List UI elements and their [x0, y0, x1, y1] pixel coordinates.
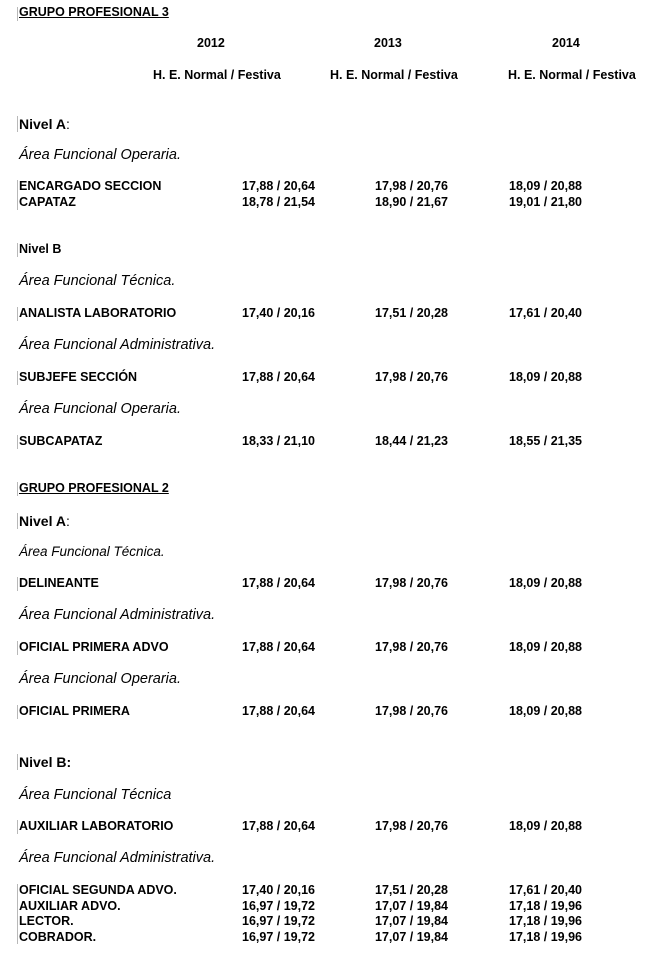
level-label: Nivel A: — [19, 116, 70, 132]
col-header-2014: H. E. Normal / Festiva — [508, 68, 636, 82]
category-name: SUBCAPATAZ — [19, 434, 103, 448]
value-2012: 17,88 / 20,64 — [242, 576, 315, 590]
area-label: Área Funcional Técnica — [19, 787, 172, 803]
year-header-2014: 2014 — [552, 36, 580, 50]
value-2014: 17,18 / 19,96 — [509, 899, 582, 913]
margin-mark — [17, 513, 18, 529]
margin-mark — [17, 435, 18, 449]
area-label: Área Funcional Operaria. — [19, 401, 181, 417]
value-2013: 17,07 / 19,84 — [375, 899, 448, 913]
value-2012: 16,97 / 19,72 — [242, 930, 315, 944]
value-2012: 17,88 / 20,64 — [242, 179, 315, 193]
category-name: LECTOR. — [19, 914, 74, 928]
col-header-2012: H. E. Normal / Festiva — [153, 68, 281, 82]
value-2014: 18,09 / 20,88 — [509, 640, 582, 654]
col-header-2013: H. E. Normal / Festiva — [330, 68, 458, 82]
section-title-grupo-2: GRUPO PROFESIONAL 2 — [19, 481, 169, 495]
margin-mark — [17, 577, 18, 591]
value-2012: 17,40 / 20,16 — [242, 306, 315, 320]
margin-mark — [17, 482, 18, 496]
value-2012: 17,40 / 20,16 — [242, 883, 315, 897]
value-2013: 17,51 / 20,28 — [375, 883, 448, 897]
area-label: Área Funcional Técnica. — [19, 273, 176, 289]
section-title-grupo-3: GRUPO PROFESIONAL 3 — [19, 5, 169, 19]
value-2014: 17,61 / 20,40 — [509, 306, 582, 320]
value-2014: 17,18 / 19,96 — [509, 914, 582, 928]
margin-mark — [17, 820, 18, 834]
margin-mark — [17, 705, 18, 719]
margin-mark — [17, 307, 18, 321]
value-2014: 18,09 / 20,88 — [509, 370, 582, 384]
category-name: ENCARGADO SECCION — [19, 179, 162, 193]
value-2012: 17,88 / 20,64 — [242, 370, 315, 384]
value-2014: 17,18 / 19,96 — [509, 930, 582, 944]
value-2012: 17,88 / 20,64 — [242, 704, 315, 718]
category-name: ANALISTA LABORATORIO — [19, 306, 177, 320]
value-2012: 17,88 / 20,64 — [242, 819, 315, 833]
category-name: CAPATAZ — [19, 195, 76, 209]
area-label: Área Funcional Administrativa. — [19, 337, 216, 353]
value-2013: 17,98 / 20,76 — [375, 640, 448, 654]
category-name: COBRADOR. — [19, 930, 97, 944]
level-label: Nivel A: — [19, 513, 70, 529]
value-2013: 17,98 / 20,76 — [375, 704, 448, 718]
level-label: Nivel B: — [19, 754, 72, 770]
category-name: AUXILIAR LABORATORIO — [19, 819, 174, 833]
category-name: OFICIAL SEGUNDA ADVO. — [19, 883, 177, 897]
margin-mark — [17, 243, 18, 257]
value-2014: 18,55 / 21,35 — [509, 434, 582, 448]
value-2013: 17,98 / 20,76 — [375, 179, 448, 193]
margin-mark — [17, 116, 18, 132]
value-2014: 17,61 / 20,40 — [509, 883, 582, 897]
value-2013: 17,07 / 19,84 — [375, 914, 448, 928]
year-header-2012: 2012 — [197, 36, 225, 50]
value-2013: 17,51 / 20,28 — [375, 306, 448, 320]
margin-mark — [17, 641, 18, 655]
margin-mark — [17, 754, 18, 770]
area-label: Área Funcional Técnica. — [19, 544, 165, 559]
value-2014: 18,09 / 20,88 — [509, 819, 582, 833]
margin-mark — [17, 180, 18, 210]
margin-mark — [17, 371, 18, 385]
value-2012: 18,33 / 21,10 — [242, 434, 315, 448]
value-2012: 16,97 / 19,72 — [242, 914, 315, 928]
value-2014: 18,09 / 20,88 — [509, 576, 582, 590]
value-2013: 18,90 / 21,67 — [375, 195, 448, 209]
category-name: AUXILIAR ADVO. — [19, 899, 121, 913]
value-2013: 18,44 / 21,23 — [375, 434, 448, 448]
value-2014: 19,01 / 21,80 — [509, 195, 582, 209]
category-name: OFICIAL PRIMERA ADVO — [19, 640, 169, 654]
margin-mark — [17, 7, 18, 21]
value-2012: 18,78 / 21,54 — [242, 195, 315, 209]
area-label: Área Funcional Operaria. — [19, 671, 181, 687]
value-2013: 17,07 / 19,84 — [375, 930, 448, 944]
category-name: SUBJEFE SECCIÓN — [19, 370, 138, 384]
value-2012: 17,88 / 20,64 — [242, 640, 315, 654]
area-label: Área Funcional Administrativa. — [19, 607, 216, 623]
category-name: DELINEANTE — [19, 576, 99, 590]
area-label: Área Funcional Operaria. — [19, 147, 181, 163]
area-label: Área Funcional Administrativa. — [19, 850, 216, 866]
value-2012: 16,97 / 19,72 — [242, 899, 315, 913]
value-2014: 18,09 / 20,88 — [509, 179, 582, 193]
year-header-2013: 2013 — [374, 36, 402, 50]
value-2014: 18,09 / 20,88 — [509, 704, 582, 718]
category-name: OFICIAL PRIMERA — [19, 704, 130, 718]
level-label: Nivel B — [19, 242, 62, 256]
value-2013: 17,98 / 20,76 — [375, 576, 448, 590]
value-2013: 17,98 / 20,76 — [375, 370, 448, 384]
margin-mark — [17, 884, 18, 944]
value-2013: 17,98 / 20,76 — [375, 819, 448, 833]
